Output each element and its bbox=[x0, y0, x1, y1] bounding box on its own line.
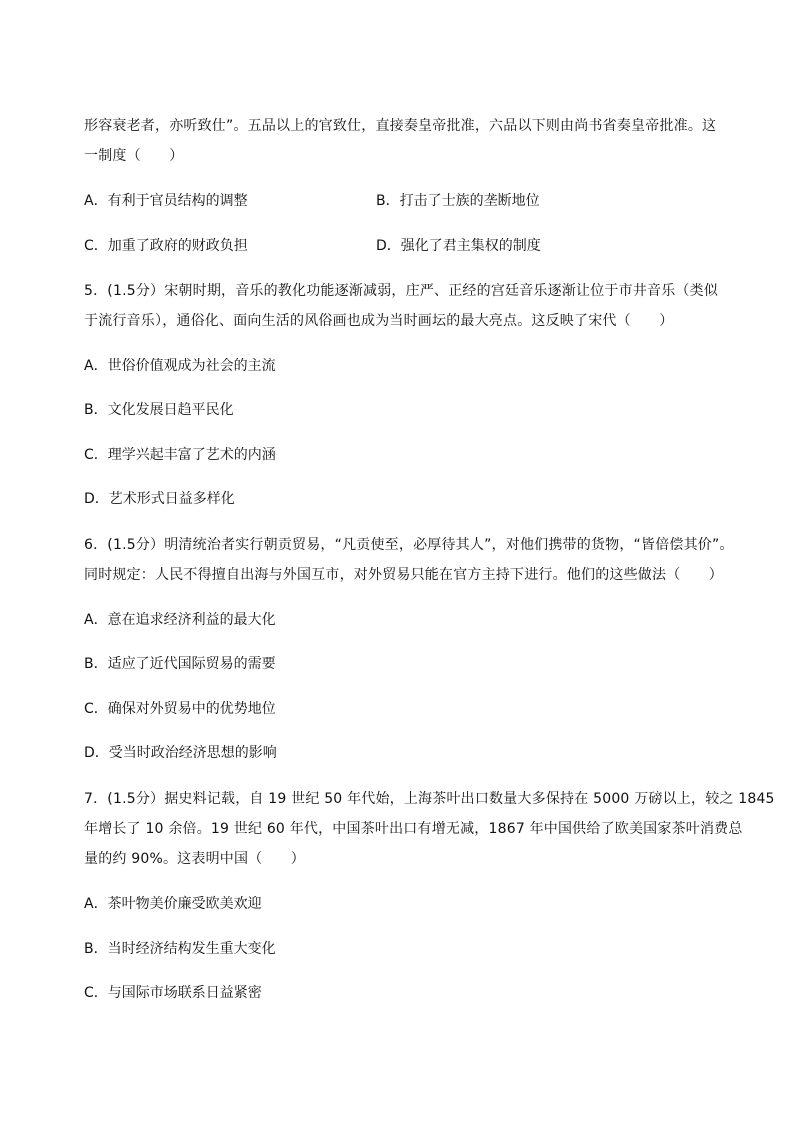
q6-stem-line2: 同时规定：人民不得擅自出海与外国互市，对外贸易只能在官方主持下进行。他们的这些做法（ ） bbox=[84, 567, 723, 583]
q6-option-b: B．适应了近代国际贸易的需要 bbox=[84, 656, 276, 672]
q5-option-b: B．文化发展日趋平民化 bbox=[84, 402, 234, 418]
q7-option-c: C．与国际市场联系日益紧密 bbox=[84, 985, 262, 1001]
q7-option-a: A．茶叶物美价廉受欧美欢迎 bbox=[84, 896, 262, 912]
q4-option-b: B．打击了士族的垄断地位 bbox=[376, 193, 540, 209]
q6-option-a: A．意在追求经济利益的最大化 bbox=[84, 612, 276, 628]
q6-option-c: C．确保对外贸易中的优势地位 bbox=[84, 701, 276, 717]
q7-stem-line2: 年增长了 10 余倍。19 世纪 60 年代，中国茶叶出口有增无减，1867 年中国供给了欧美国家茶叶消费总 bbox=[84, 821, 743, 837]
q4-option-c: C．加重了政府的财政负担 bbox=[84, 238, 248, 254]
q6-stem-line1: 6．(1.5分）明清统治者实行朝贡贸易，“凡贡使至，必厚待其人”，对他们携带的货物，“皆倍偿其价”。 bbox=[84, 537, 734, 553]
q6-option-d: D．受当时政治经济思想的影响 bbox=[84, 745, 277, 761]
q5-option-c: C．理学兴起丰富了艺术的内涵 bbox=[84, 447, 276, 463]
q7-option-b: B．当时经济结构发生重大变化 bbox=[84, 941, 276, 957]
q5-stem-line2: 于流行音乐），通俗化、面向生活的风俗画也成为当时画坛的最大亮点。这反映了宋代（ ） bbox=[84, 313, 674, 329]
q4-stem-line2: 一制度（ ） bbox=[84, 148, 184, 164]
q5-stem-line1: 5．(1.5分）宋朝时期，音乐的教化功能逐渐减弱，庄严、正经的宫廷音乐逐渐让位于市井音乐（类似 bbox=[84, 283, 719, 299]
q4-stem-line1: 形容衰老者，亦听致仕”。五品以上的官致仕，直接奏皇帝批准，六品以下则由尚书省奏皇帝批准。这 bbox=[84, 118, 717, 134]
q7-stem-line1: 7．(1.5分）据史料记载，自 19 世纪 50 年代始，上海茶叶出口数量大多保持在 5000 万磅以上，较之 1845 bbox=[84, 791, 775, 807]
q5-option-a: A．世俗价值观成为社会的主流 bbox=[84, 358, 276, 374]
q4-option-d: D．强化了君主集权的制度 bbox=[376, 238, 541, 254]
q5-option-d: D．艺术形式日益多样化 bbox=[84, 491, 235, 507]
q4-option-a: A．有利于官员结构的调整 bbox=[84, 193, 248, 209]
q7-stem-line3: 量的约 90%。这表明中国（ ） bbox=[84, 851, 305, 867]
